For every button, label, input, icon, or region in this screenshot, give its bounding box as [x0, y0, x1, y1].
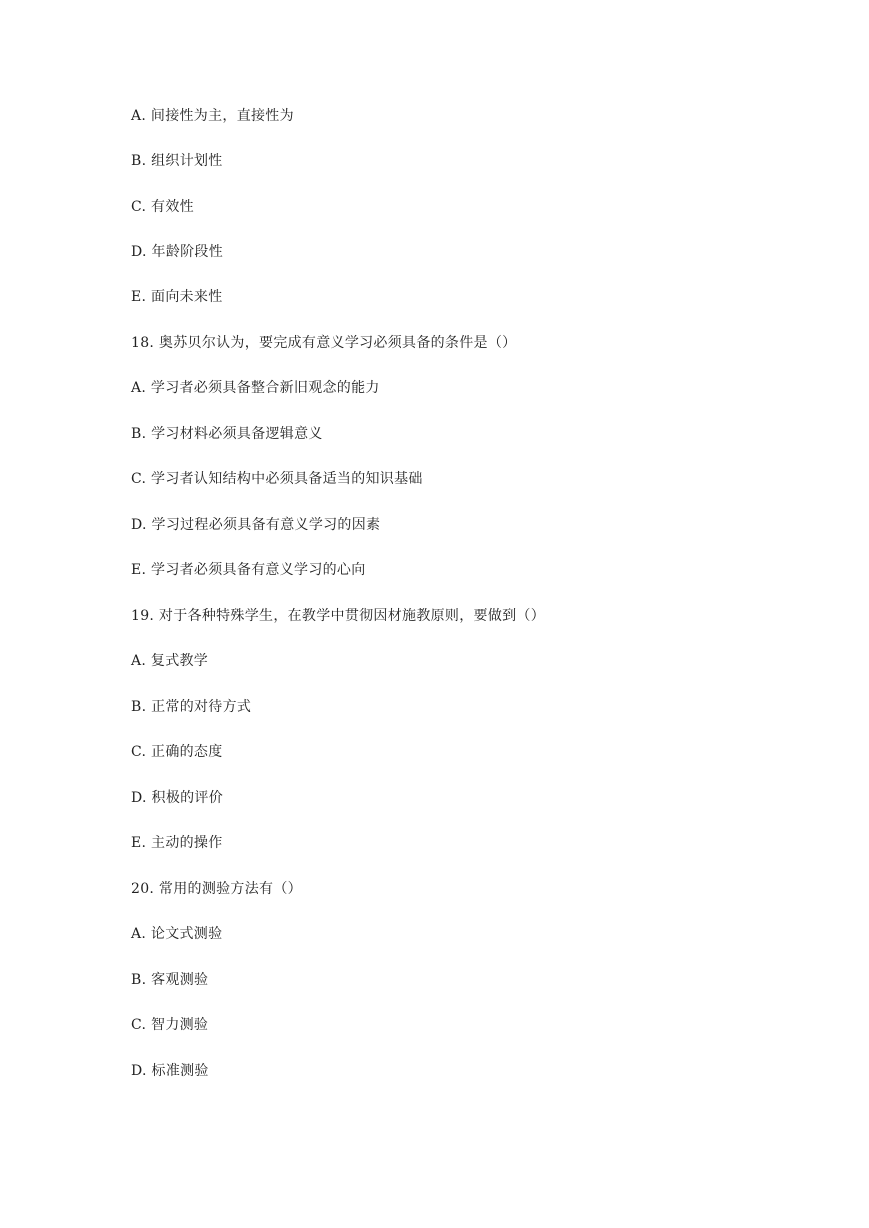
q19-option-c: C. 正确的态度 [131, 744, 223, 760]
q19-option-b: B. 正常的对待方式 [131, 699, 252, 715]
q17-option-a: A. 间接性为主，直接性为 [131, 108, 294, 124]
question-20: 20. 常用的测验方法有（） [131, 881, 302, 897]
q20-option-a: A. 论文式测验 [131, 926, 223, 942]
q20-option-b: B. 客观测验 [131, 972, 209, 988]
q17-option-d: D. 年龄阶段性 [131, 244, 224, 260]
question-18: 18. 奥苏贝尔认为，要完成有意义学习必须具备的条件是（） [131, 335, 517, 351]
q18-option-d: D. 学习过程必须具备有意义学习的因素 [131, 517, 381, 533]
q18-option-b: B. 学习材料必须具备逻辑意义 [131, 426, 323, 442]
q19-option-a: A. 复式教学 [131, 653, 209, 669]
question-19: 19. 对于各种特殊学生，在教学中贯彻因材施教原则，要做到（） [131, 608, 546, 624]
q18-option-a: A. 学习者必须具备整合新旧观念的能力 [131, 380, 380, 396]
q20-option-d: D. 标准测验 [131, 1063, 209, 1079]
q18-option-e: E. 学习者必须具备有意义学习的心向 [131, 562, 366, 578]
q19-option-e: E. 主动的操作 [131, 835, 223, 851]
q20-option-c: C. 智力测验 [131, 1017, 209, 1033]
q17-option-b: B. 组织计划性 [131, 153, 223, 169]
q17-option-c: C. 有效性 [131, 199, 194, 215]
q18-option-c: C. 学习者认知结构中必须具备适当的知识基础 [131, 471, 423, 487]
q19-option-d: D. 积极的评价 [131, 790, 224, 806]
q17-option-e: E. 面向未来性 [131, 289, 223, 305]
